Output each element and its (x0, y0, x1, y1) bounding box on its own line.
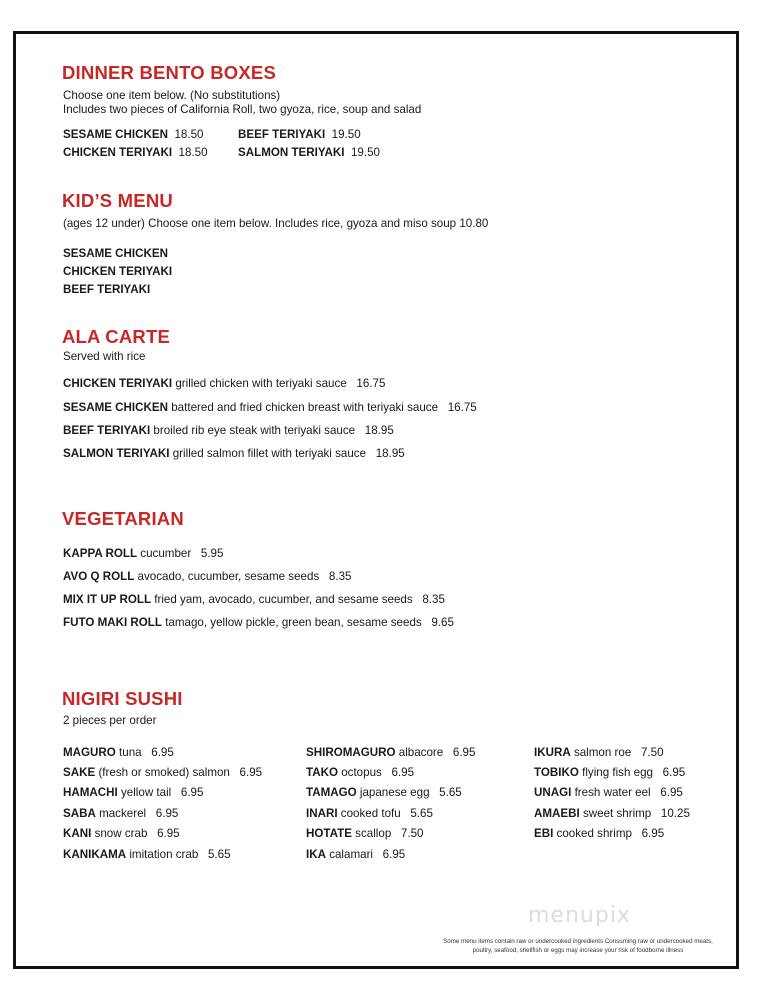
menu-item (534, 827, 664, 840)
item-name: TAMAGO (306, 786, 357, 799)
disclaimer-line-1: Some menu items contain raw or undercooked ingredients Consuming raw or undercooked meats, (443, 938, 713, 945)
kids-item: BEEF TERIYAKI (63, 283, 151, 296)
item-name: CHICKEN TERIYAKI (63, 377, 173, 390)
section-title-nigiri: NIGIRI SUSHI (62, 688, 183, 709)
item-desc: japanese egg 5.65 (356, 786, 462, 799)
kids-item: SESAME CHICKEN (63, 247, 169, 260)
item-name: SALMON TERIYAKI (238, 146, 345, 159)
item-desc: (fresh or smoked) salmon 6.95 (95, 766, 263, 779)
item-desc: battered and fried chicken breast with teriyaki sauce 16.75 (168, 401, 477, 414)
menu-item (306, 807, 433, 820)
bento-line-2: Includes two pieces of California Roll, two gyoza, rice, soup and salad (63, 103, 422, 116)
menu-item (63, 746, 174, 759)
item-name: BEEF TERIYAKI (238, 128, 326, 141)
disclaimer (428, 937, 728, 955)
item-name: SESAME CHICKEN (63, 401, 169, 414)
menu-item (306, 766, 414, 779)
menu-item (306, 746, 475, 759)
menu-item (63, 424, 394, 437)
item-desc: tamago, yellow pickle, green bean, sesame seeds 9.65 (161, 616, 454, 629)
item-name: HAMACHI (63, 786, 118, 799)
item-desc: fresh water eel 6.95 (571, 786, 683, 799)
item-name: BEEF TERIYAKI (63, 424, 151, 437)
item-name: EBI (534, 827, 554, 840)
item-desc: calamari 6.95 (325, 848, 406, 861)
item-name: HOTATE (306, 827, 352, 840)
menu-item (63, 827, 180, 840)
item-desc: grilled chicken with teriyaki sauce 16.75 (172, 377, 386, 390)
item-name: UNAGI (534, 786, 572, 799)
item-name: KANIKAMA (63, 848, 127, 861)
menu-item (63, 447, 405, 460)
watermark: menupix (528, 903, 631, 928)
item-name: SESAME CHICKEN (63, 128, 169, 141)
item-name: TOBIKO (534, 766, 579, 779)
item-price: 19.50 (331, 128, 361, 141)
item-price: 18.50 (178, 146, 208, 159)
alacarte-subtitle: Served with rice (63, 350, 146, 363)
kids-description: (ages 12 under) Choose one item below. Includes rice, gyoza and miso soup 10.80 (63, 217, 489, 230)
item-desc: albacore 6.95 (395, 746, 476, 759)
section-title-bento: DINNER BENTO BOXES (62, 62, 276, 83)
section-title-kids: KID’S MENU (62, 190, 173, 211)
menu-item (63, 848, 231, 861)
disclaimer-line-2: poultry, seafood, shellfish or eggs may increase your risk of foodborne illness (472, 947, 684, 954)
menu-item (63, 401, 477, 414)
section-title-vegetarian: VEGETARIAN (62, 508, 184, 529)
item-name: FUTO MAKI ROLL (63, 616, 162, 629)
item-name: IKURA (534, 746, 571, 759)
item-desc: yellow tail 6.95 (117, 786, 204, 799)
item-desc: fried yam, avocado, cucumber, and sesame seeds 8.35 (151, 593, 445, 606)
menu-item (306, 786, 462, 799)
menu-item (306, 827, 424, 840)
item-desc: cooked tofu 5.65 (337, 807, 433, 820)
item-name: AMAEBI (534, 807, 580, 820)
item-price: 19.50 (350, 146, 380, 159)
item-desc: avocado, cucumber, sesame seeds 8.35 (134, 570, 352, 583)
menu-item (238, 146, 380, 159)
menu-item (63, 766, 262, 779)
menu-item (63, 128, 203, 141)
item-desc: imitation crab 5.65 (126, 848, 231, 861)
menu-item (534, 807, 690, 820)
menu-item (534, 786, 683, 799)
item-name: MIX IT UP ROLL (63, 593, 152, 606)
menu-item (63, 616, 454, 629)
item-desc: sweet shrimp 10.25 (579, 807, 690, 820)
menu-item (63, 786, 203, 799)
item-desc: salmon roe 7.50 (570, 746, 664, 759)
menu-item (63, 593, 445, 606)
item-desc: octopus 6.95 (337, 766, 415, 779)
item-price: 18.50 (174, 128, 204, 141)
bento-line-1: Choose one item below. (No substitutions) (63, 89, 281, 102)
item-name: TAKO (306, 766, 338, 779)
section-title-alacarte: ALA CARTE (62, 326, 170, 347)
item-desc: grilled salmon fillet with teriyaki sauce 18.95 (169, 447, 405, 460)
item-desc: tuna 6.95 (115, 746, 174, 759)
menu-item (534, 746, 664, 759)
menu-item (534, 766, 685, 779)
menu-item (238, 128, 361, 141)
item-name: CHICKEN TERIYAKI (63, 146, 173, 159)
menu-item (63, 377, 385, 390)
item-name: KAPPA ROLL (63, 547, 138, 560)
kids-item: CHICKEN TERIYAKI (63, 265, 173, 278)
item-name: IKA (306, 848, 326, 861)
item-name: SALMON TERIYAKI (63, 447, 170, 460)
menu-item (306, 848, 405, 861)
menu-item (63, 807, 178, 820)
item-name: SABA (63, 807, 96, 820)
item-desc: cooked shrimp 6.95 (553, 827, 665, 840)
item-name: SHIROMAGURO (306, 746, 396, 759)
menu-item (63, 146, 208, 159)
item-name: INARI (306, 807, 338, 820)
item-desc: snow crab 6.95 (91, 827, 180, 840)
item-desc: scallop 7.50 (351, 827, 424, 840)
nigiri-subtitle: 2 pieces per order (63, 714, 157, 727)
item-name: SAKE (63, 766, 96, 779)
item-desc: flying fish egg 6.95 (578, 766, 686, 779)
menu-item (63, 570, 351, 583)
item-name: KANI (63, 827, 92, 840)
item-desc: mackerel 6.95 (95, 807, 179, 820)
item-name: MAGURO (63, 746, 116, 759)
menu-item (63, 547, 223, 560)
item-desc: cucumber 5.95 (137, 547, 224, 560)
item-desc: broiled rib eye steak with teriyaki sauce 18.95 (150, 424, 394, 437)
item-name: AVO Q ROLL (63, 570, 135, 583)
